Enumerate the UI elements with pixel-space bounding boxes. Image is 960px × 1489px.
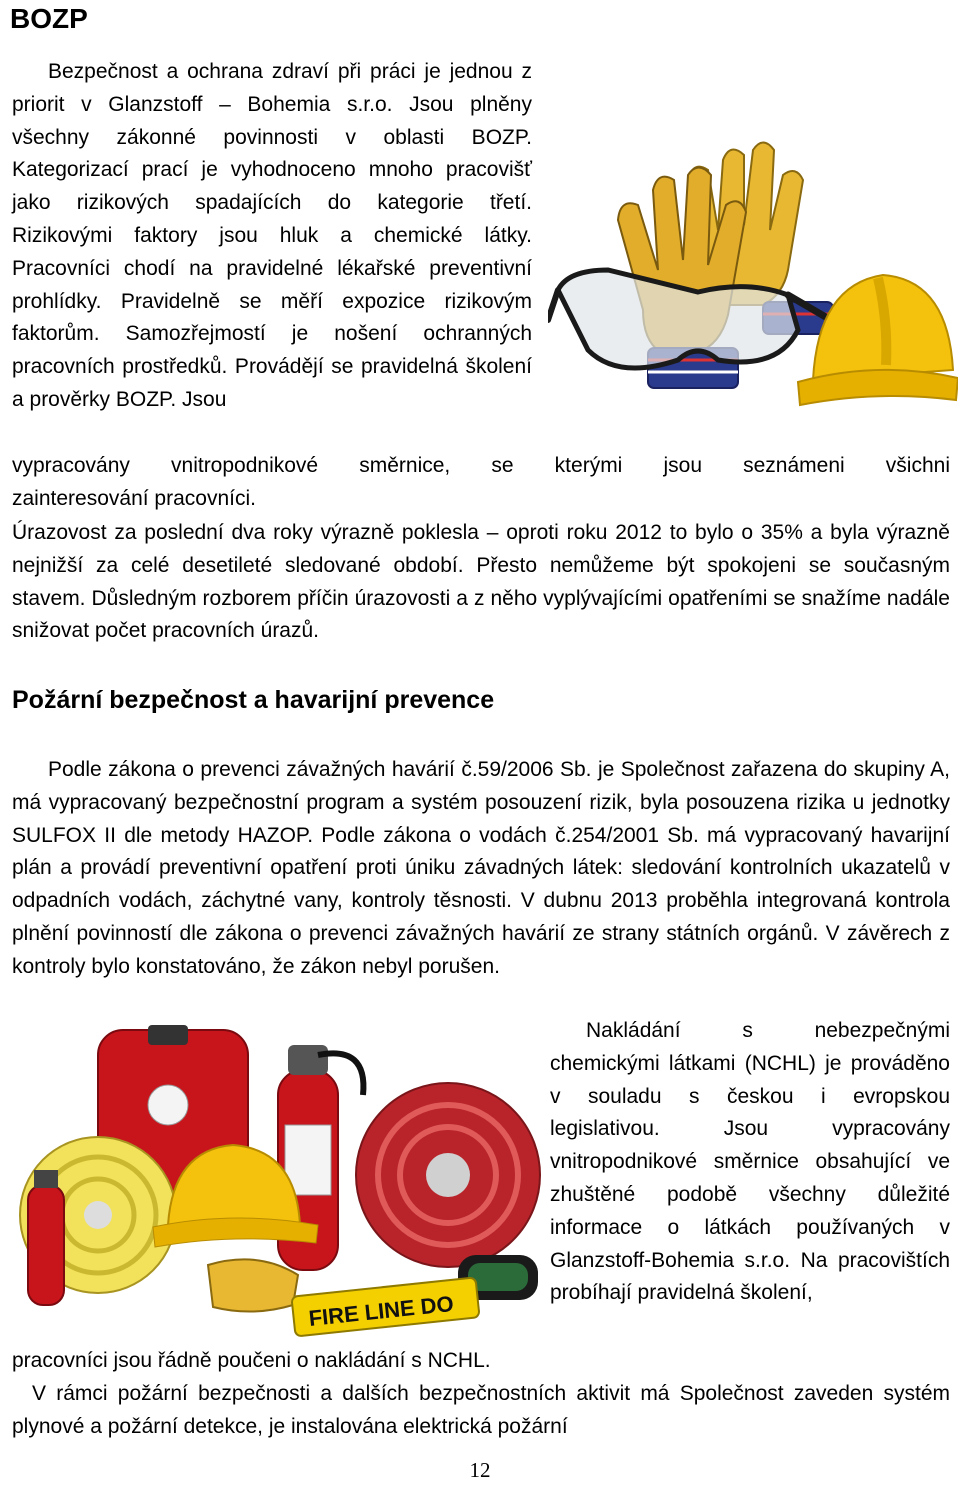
ppe-illustration	[548, 120, 958, 450]
section-heading-fire-safety: Požární bezpečnost a havarijní prevence	[12, 686, 495, 714]
bozp-paragraph-1-end: zainteresování pracovníci.	[12, 487, 256, 510]
fire-paragraph-2: Nakládání s nebezpečnými chemickými látkami (NCHL) je prováděno v souladu s českou i evropskou legislativou. Jsou vypracovány vnitropodnikové směrnice obsahující ve zhuštěné podobě všechny důležité informace o látkách používaných v Glanzstoff-Bohemia s.r.o. Na pracovištích probíhají pravidelná školení,	[550, 1019, 950, 1305]
bozp-paragraph-2: Úrazovost za poslední dva roky výrazně poklesla – oproti roku 2012 to bylo o 35% a byla výrazně nejnižší za celé desetileté sledované období. Přesto nemůžeme být spokojeni se současným stavem. Důsledným rozborem příčin úrazovosti a z něho vyplývajícími opatřeními se snažíme nadále snižovat počet pracovních úrazů.	[12, 521, 950, 643]
small-extinguisher-image	[28, 1170, 64, 1305]
bozp-paragraph-1-continuation: vypracovány vnitropodnikové směrnice, se kterými jsou seznámeni všichni	[12, 454, 950, 477]
fire-hose-red-image	[356, 1083, 540, 1267]
page-title: BOZP	[10, 3, 88, 34]
fire-paragraph-3: V rámci požární bezpečnosti a dalších bezpečnostních aktivit má Společnost zaveden systém plynové a požární detekce, je instalována elektrická požární	[12, 1382, 950, 1438]
fire-line-tape-text: FIRE LINE DO	[307, 1290, 455, 1331]
fire-equipment-illustration	[18, 1025, 543, 1340]
page-number: 12	[469, 1458, 491, 1482]
bozp-paragraph-1: Bezpečnost a ochrana zdraví při práci je jednou z priorit v Glanzstoff – Bohemia s.r.o. Jsou plněny všechny zákonné povinnosti v oblasti BOZP. Kategorizací prací je vyhodnoceno mnoho pracovišť jako rizikových spadajících do kategorie třetí. Rizikovými faktory jsou hluk a chemické látky. Pracovníci chodí na pravidelné lékařské preventivní prohlídky. Pravidelně se měří expozice rizikovým faktorům. Samozřejmostí je nošení ochranných pracovních prostředků. Provádějí se pravidelná školení a prověrky BOZP. Jsou	[12, 60, 532, 411]
work-gloves-image	[208, 1259, 298, 1311]
fire-paragraph-1: Podle zákona o prevenci závažných havárií č.59/2006 Sb. je Společnost zařazena do skupiny A, má vypracovaný bezpečnostní program a systém posouzení rizik, byla posouzena rizika u jednotky SULFOX II dle metody HAZOP. Podle zákona o vodách č.254/2001 Sb. má vypracovaný havarijní plán a provádí preventivní opatření proti úniku závadných látek: sledování kontrolních ukazatelů v odpadních vodách, záchytné vany, kontroly těsnosti. V dubnu 2013 proběhla integrovaná kontrola plnění povinností dle zákona o prevenci závažných havárií ze strany státních orgánů. V závěrech z kontroly bylo konstatováno, že zákon nebyl porušen.	[12, 758, 950, 978]
fire-paragraph-2-end: pracovníci jsou řádně poučeni o nakládání s NCHL.	[12, 1349, 491, 1372]
fire-line-tape-image	[291, 1277, 479, 1336]
hard-hat-image	[798, 275, 958, 405]
